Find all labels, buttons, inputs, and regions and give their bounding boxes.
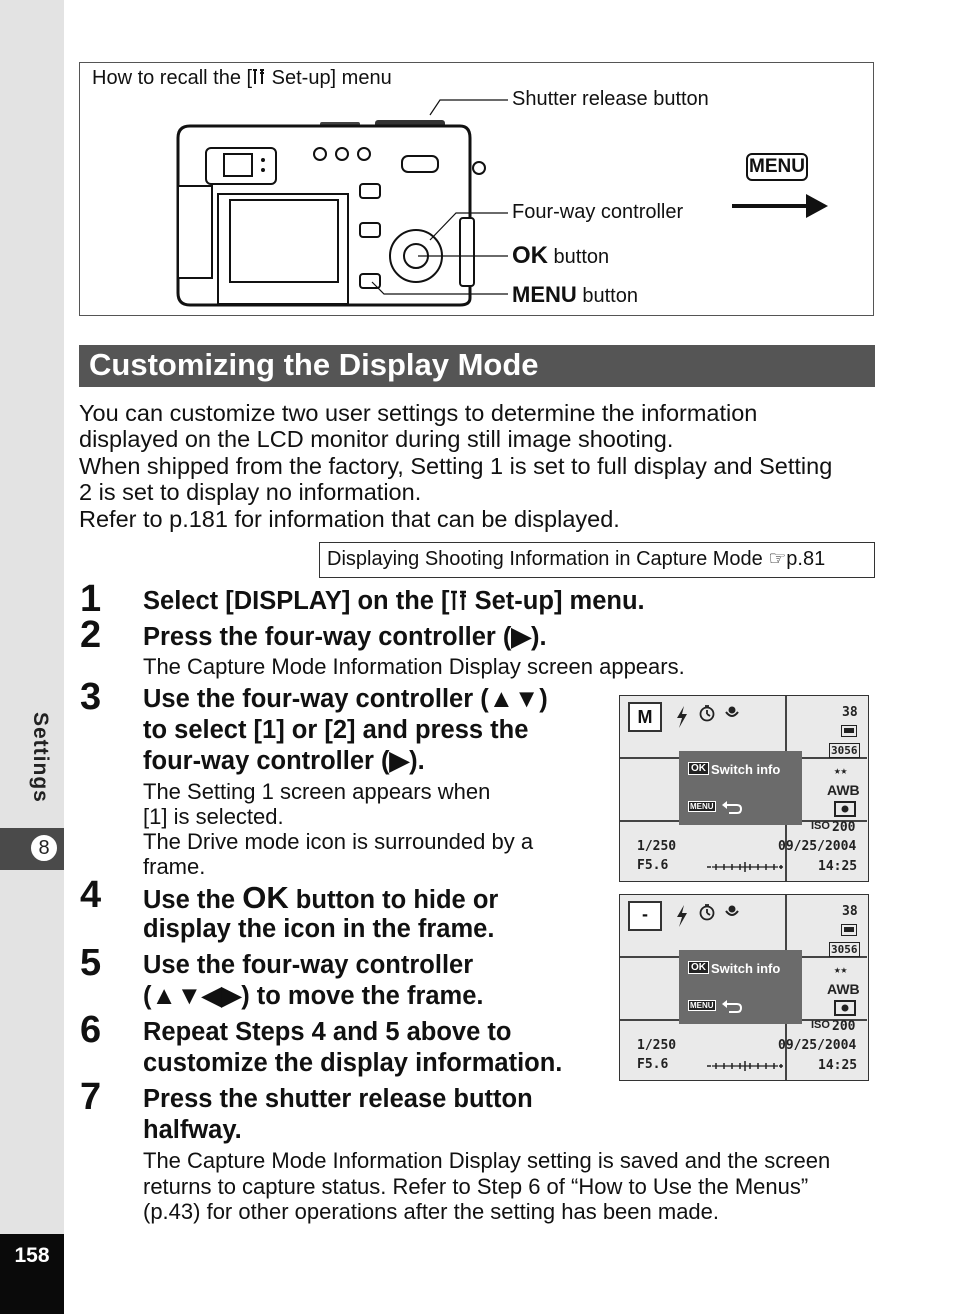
cross-reference[interactable]: Displaying Shooting Information in Capture Mode ☞p.81 (319, 542, 875, 578)
step-3-note: The Drive mode icon is surrounded by a (143, 829, 534, 854)
return-arrow-icon (721, 998, 743, 1014)
shots-remaining: 38 (842, 705, 858, 720)
step-number: 2 (80, 614, 102, 656)
step-2-title: Press the four-way controller (▶). (143, 623, 547, 651)
flash-icon (675, 706, 689, 728)
step-3-note: [1] is selected. (143, 804, 284, 829)
step-3-title-line: Use the four-way controller (▲▼) (143, 685, 548, 713)
switch-info-label[interactable]: Switch info (711, 961, 781, 976)
switch-info-popup (679, 751, 802, 825)
memory-card-indicator: 3056 (831, 943, 858, 956)
step-5-title-line: Use the four-way controller (143, 951, 474, 979)
step-number: 4 (80, 874, 102, 916)
drive-mode-frame[interactable]: M (628, 702, 662, 732)
self-timer-icon (698, 704, 716, 722)
quality-stars: ★★ (834, 963, 848, 976)
step-3-title-line: four-way controller (▶). (143, 747, 425, 775)
switch-info-popup (679, 950, 802, 1024)
callout-lines (0, 0, 954, 320)
step-number: 6 (80, 1009, 102, 1051)
self-timer-icon (698, 903, 716, 921)
date: 09/25/2004 (778, 839, 857, 854)
step-7-note: The Capture Mode Information Display setting is saved and the screen (143, 1148, 831, 1173)
menu-key-icon: MENU (690, 802, 714, 811)
step-number: 5 (80, 942, 102, 984)
shutter-speed: 1/250 (637, 839, 677, 854)
chapter-number: 8 (29, 833, 59, 863)
page-reference-icon: ☞ (768, 548, 787, 570)
menu-key-icon: MENU (690, 1001, 714, 1010)
page-number: 158 (14, 1244, 50, 1267)
step-3-note: frame. (143, 854, 206, 879)
time: 14:25 (818, 859, 858, 874)
drive-mode-frame[interactable]: - (628, 901, 662, 931)
step-number: 3 (80, 676, 102, 718)
exposure-compensation-scale (706, 1058, 784, 1074)
step-2-note: The Capture Mode Information Display screen appears. (143, 654, 685, 679)
step-5-title-line: (▲▼◀▶) to move the frame. (143, 982, 484, 1010)
shutter-release-label: Shutter release button (512, 88, 709, 110)
section-label: Settings (29, 712, 52, 803)
flash-icon (675, 905, 689, 927)
recall-title: How to recall the [ Set-up] menu (92, 67, 392, 89)
battery-icon (841, 924, 857, 936)
memory-card-indicator: 3056 (831, 744, 858, 757)
step-7-title-line: halfway. (143, 1116, 242, 1144)
iso-label: ISO (811, 1019, 830, 1031)
shots-remaining: 38 (842, 904, 858, 919)
switch-info-label[interactable]: Switch info (711, 762, 781, 777)
time: 14:25 (818, 1058, 858, 1073)
step-7-title-line: Press the shutter release button (143, 1085, 533, 1113)
step-7-note: returns to capture status. Refer to Step 6 of “How to Use the Menus” (143, 1174, 809, 1199)
quality-stars: ★★ (834, 764, 848, 777)
ok-key-icon: OK (688, 762, 709, 775)
exposure-compensation-scale (706, 859, 784, 875)
metering-icon (834, 1000, 856, 1016)
intro-paragraph: You can customize two user settings to determine the information displayed on the LCD monitor during still image shooting. When shipped from the factory, Setting 1 is set to full display and Setting 2 is set to display no information. Refer to p.181 for information that can be displayed. (79, 400, 833, 532)
aperture: F5.6 (637, 1057, 669, 1072)
white-balance: AWB (827, 981, 860, 997)
four-way-controller-label: Four-way controller (512, 201, 684, 223)
iso-label: ISO (811, 820, 830, 832)
macro-flower-icon (724, 903, 740, 919)
step-6-title-line: customize the display information. (143, 1049, 563, 1077)
return-arrow-icon (721, 799, 743, 815)
iso-value: 200 (832, 820, 856, 835)
metering-icon (834, 801, 856, 817)
menu-button-label: MENU button (512, 282, 638, 307)
wrench-icon (450, 590, 468, 612)
shutter-speed: 1/250 (637, 1038, 677, 1053)
battery-icon (841, 725, 857, 737)
iso-value: 200 (832, 1019, 856, 1034)
aperture: F5.6 (637, 858, 669, 873)
date: 09/25/2004 (778, 1038, 857, 1053)
lcd-screen-setting-1 (619, 695, 869, 882)
section-heading: Customizing the Display Mode (89, 347, 539, 382)
step-1-title: Select [DISPLAY] on the [ Set-up] menu. (143, 587, 645, 615)
ok-button-label: OK button (512, 242, 610, 269)
step-6-title-line: Repeat Steps 4 and 5 above to (143, 1018, 512, 1046)
ok-key-icon: OK (688, 961, 709, 974)
step-4-title-line: Use the OK button to hide or (143, 880, 499, 915)
step-number: 7 (80, 1076, 102, 1118)
step-7-note: (p.43) for other operations after the setting has been made. (143, 1199, 720, 1224)
menu-key-badge: MENU (746, 153, 808, 181)
macro-flower-icon (724, 704, 740, 720)
step-3-title-line: to select [1] or [2] and press the (143, 716, 529, 744)
step-number: 1 (80, 578, 102, 620)
lcd-screen-setting-2 (619, 894, 869, 1081)
step-3-note: The Setting 1 screen appears when (143, 779, 491, 804)
white-balance: AWB (827, 782, 860, 798)
step-4-title-line: display the icon in the frame. (143, 915, 495, 943)
